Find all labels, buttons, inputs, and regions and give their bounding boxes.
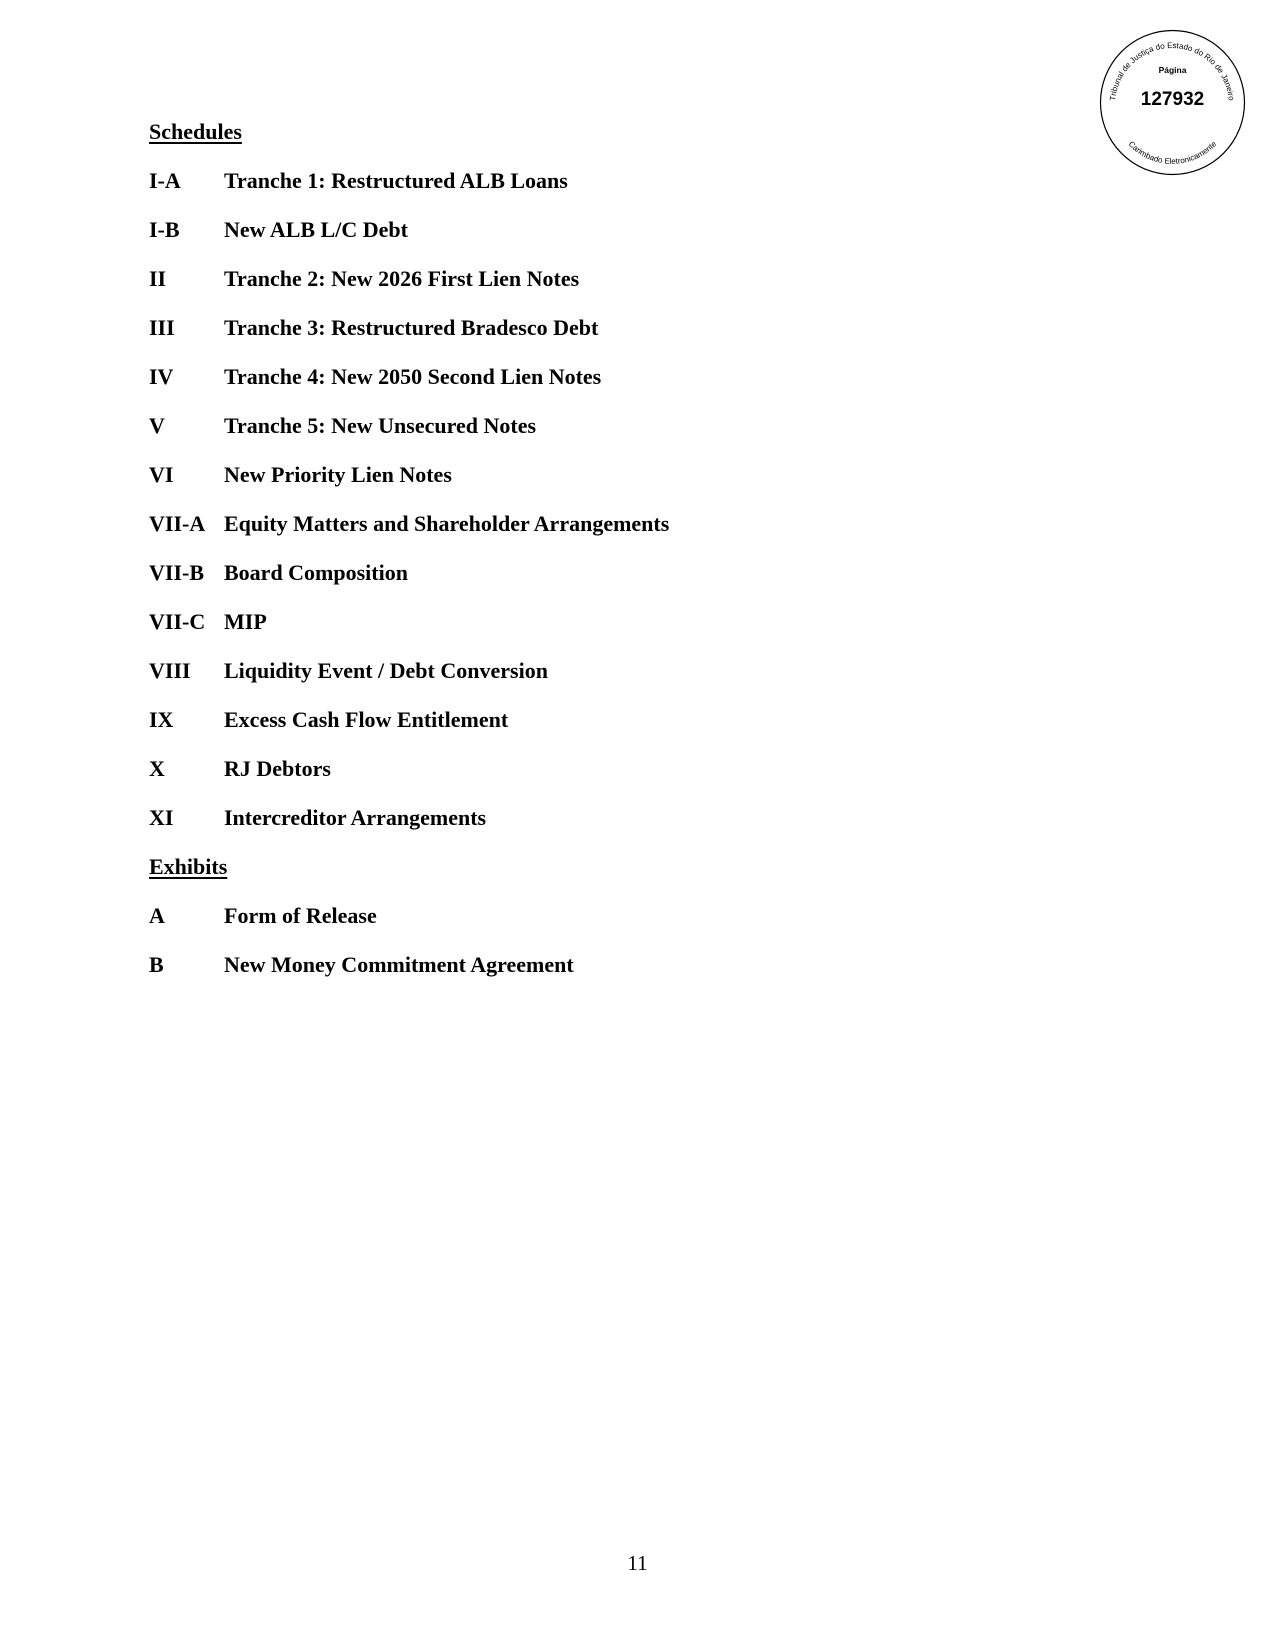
- schedule-title: Tranche 3: Restructured Bradesco Debt: [224, 315, 599, 340]
- schedule-code: VII-A: [149, 511, 206, 536]
- schedule-title: Excess Cash Flow Entitlement: [224, 707, 509, 732]
- exhibit-code: B: [149, 952, 164, 977]
- court-stamp: [1097, 27, 1248, 178]
- schedule-title: Tranche 2: New 2026 First Lien Notes: [224, 266, 580, 291]
- schedule-code: XI: [149, 805, 174, 830]
- schedule-code: IV: [149, 364, 174, 389]
- schedule-code: X: [149, 756, 165, 781]
- stamp-seal: [1097, 27, 1248, 178]
- schedules-heading: Schedules: [149, 119, 242, 144]
- exhibit-code: A: [149, 903, 165, 928]
- page-number: 11: [627, 1551, 648, 1575]
- exhibit-title: New Money Commitment Agreement: [224, 952, 574, 977]
- stamp-arc-bottom: Carimbado Eletronicamente: [1126, 139, 1219, 166]
- schedule-code: III: [149, 315, 175, 340]
- schedule-title: Equity Matters and Shareholder Arrangements: [224, 511, 670, 536]
- exhibits-heading: Exhibits: [149, 854, 228, 879]
- schedule-code: IX: [149, 707, 174, 732]
- schedule-code: VI: [149, 462, 174, 487]
- schedule-title: Intercreditor Arrangements: [224, 805, 487, 830]
- schedule-title: New Priority Lien Notes: [224, 462, 452, 487]
- stamp-arc-top: Tribunal de Justiça do Estado do Rio de Janeiro: [1108, 40, 1236, 102]
- schedule-code: VIII: [149, 658, 191, 683]
- schedule-title: RJ Debtors: [224, 756, 331, 781]
- exhibit-title: Form of Release: [224, 903, 377, 928]
- schedule-code: I-A: [149, 168, 181, 193]
- schedule-code: I-B: [149, 217, 180, 242]
- schedule-code: VII-B: [149, 560, 205, 585]
- schedule-title: Tranche 4: New 2050 Second Lien Notes: [224, 364, 602, 389]
- schedule-code: V: [149, 413, 165, 438]
- schedule-code: VII-C: [149, 609, 206, 634]
- schedule-title: New ALB L/C Debt: [224, 217, 408, 242]
- schedule-title: Tranche 5: New Unsecured Notes: [224, 413, 537, 438]
- schedule-title: Liquidity Event / Debt Conversion: [224, 658, 548, 683]
- schedule-title: MIP: [224, 609, 267, 634]
- schedule-title: Board Composition: [224, 560, 408, 585]
- schedule-code: II: [149, 266, 167, 291]
- stamp-number: 127932: [1140, 89, 1205, 110]
- schedule-title: Tranche 1: Restructured ALB Loans: [224, 168, 568, 193]
- stamp-label: Página: [1158, 65, 1187, 75]
